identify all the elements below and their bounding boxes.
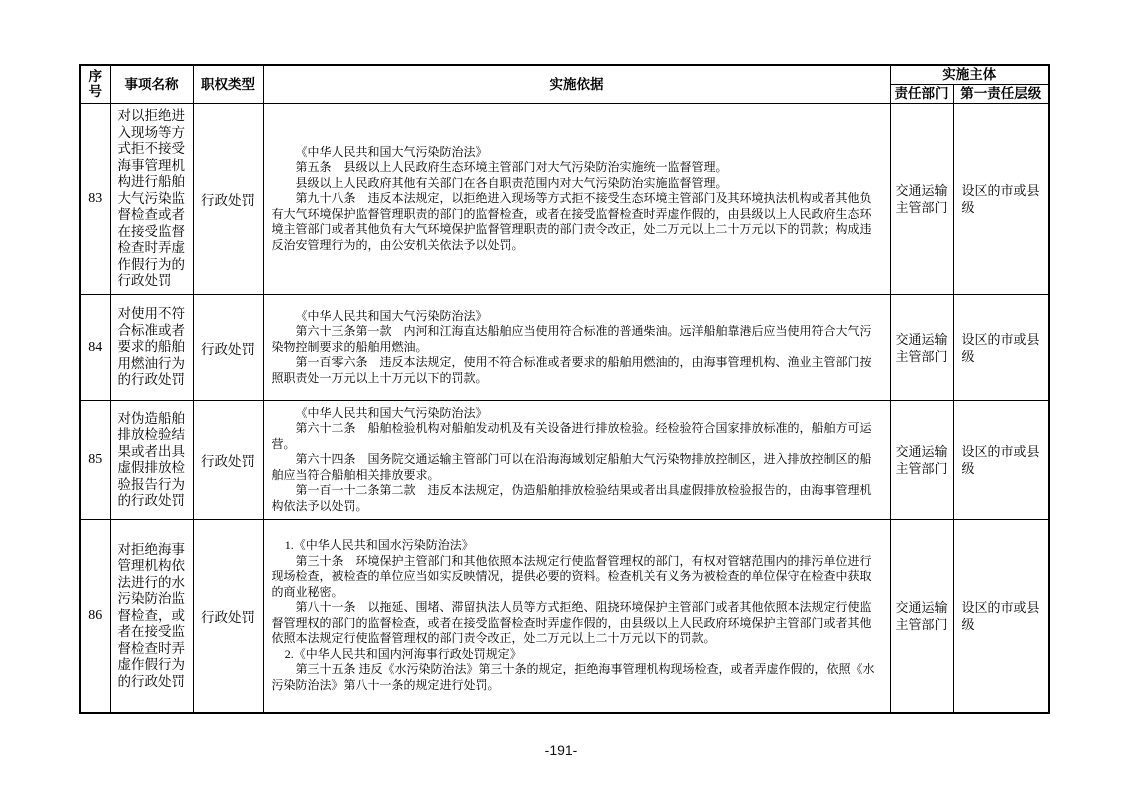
basis-paragraph: 1.《中华人民共和国水污染防治法》 — [284, 538, 474, 553]
cell-authority-type: 行政处罚 — [193, 295, 263, 401]
header-department: 责任部门 — [890, 85, 953, 104]
basis-paragraph: 2.《中华人民共和国内河海事行政处罚规定》 — [284, 646, 522, 661]
header-first-level: 第一责任层级 — [953, 85, 1049, 104]
cell-first-level: 设区的市或县级 — [953, 520, 1049, 713]
cell-basis — [263, 104, 890, 295]
page-number: -191- — [544, 742, 578, 758]
basis-paragraph: 《中华人民共和国大气污染防治法》 — [295, 405, 488, 420]
cell-item-name: 对拒绝海事管理机构依法进行的水污染防治监督检查，或者在接受监督检查时弄虚作假行为的行政处罚 — [110, 520, 193, 713]
cell-serial: 86 — [80, 520, 110, 713]
table-row — [80, 104, 1049, 295]
cell-first-level: 设区的市或县级 — [953, 104, 1049, 295]
cell-item-name: 对伪造船舶排放检验结果或者出具虚假排放检验报告行为的行政处罚 — [110, 401, 193, 520]
basis-paragraph: 第五条 县级以上人民政府生态环境主管部门对大气污染防治实施统一监督管理。 — [295, 160, 728, 175]
basis-paragraph: 第六十二条 船舶检验机构对船舶发动机及有关设备进行排放检验。经检验符合国家排放标准的，船舶方可运营。 — [271, 421, 872, 451]
cell-department: 交通运输主管部门 — [890, 104, 953, 295]
basis-paragraph: 第九十八条 违反本法规定，以拒绝进入现场等方式拒不接受生态环境主管部门及其环境执法机构或者其他负有大气环境保护监督管理职责的部门的监督检查，或者在接受监督检查时弄虚作假的，由县级以上人民政府生态环境主管部门或者其他负有大气环境保护监督管理职责的部门责令改正，处二万元以上二十万元以下的罚款；构成违反治安管理行为的，由公安机关依法予以处罚。 — [271, 191, 872, 252]
basis-paragraph: 第六十四条 国务院交通运输主管部门可以在沿海海域划定船舶大气污染物排放控制区，进入排放控制区的船舶应当符合船舶相关排放要求。 — [271, 452, 872, 482]
basis-paragraph: 县级以上人民政府其他有关部门在各自职责范围内对大气污染防治实施监督管理。 — [295, 175, 728, 190]
cell-basis — [263, 295, 890, 401]
authority-items-table — [79, 64, 1050, 714]
header-subject: 实施主体 — [890, 65, 1049, 85]
header-item-name: 事项名称 — [110, 65, 193, 104]
cell-basis — [263, 401, 890, 520]
cell-department: 交通运输主管部门 — [890, 401, 953, 520]
table-wrapper — [79, 64, 1050, 714]
cell-authority-type: 行政处罚 — [193, 520, 263, 713]
header-serial — [80, 65, 110, 104]
cell-department: 交通运输主管部门 — [890, 520, 953, 713]
header-authority-type: 职权类型 — [193, 65, 263, 104]
cell-serial: 84 — [80, 295, 110, 401]
cell-item-name: 对以拒绝进入现场等方式拒不接受海事管理机构进行船舶大气污染监督检查或者在接受监督检查时弄虚作假行为的行政处罚 — [110, 104, 193, 295]
basis-paragraph: 第一百一十二条第二款 违反本法规定，伪造船舶排放检验结果或者出具虚假排放检验报告的，由海事管理机构依法予以处罚。 — [271, 483, 872, 513]
cell-department: 交通运输主管部门 — [890, 295, 953, 401]
basis-paragraph: 第一百零六条 违反本法规定，使用不符合标准或者要求的船舶用燃油的，由海事管理机构、渔业主管部门按照职责处一万元以上十万元以下的罚款。 — [271, 355, 872, 385]
table-row — [80, 401, 1049, 520]
basis-paragraph: 《中华人民共和国大气污染防治法》 — [295, 144, 488, 159]
cell-authority-type: 行政处罚 — [193, 401, 263, 520]
cell-serial: 85 — [80, 401, 110, 520]
cell-item-name: 对使用不符合标准或者要求的船舶用燃油行为的行政处罚 — [110, 295, 193, 401]
table-row — [80, 520, 1049, 713]
basis-paragraph: 《中华人民共和国大气污染防治法》 — [295, 308, 488, 323]
cell-basis — [263, 520, 890, 713]
cell-first-level: 设区的市或县级 — [953, 295, 1049, 401]
header-basis: 实施依据 — [263, 65, 890, 104]
cell-serial: 83 — [80, 104, 110, 295]
cell-first-level: 设区的市或县级 — [953, 401, 1049, 520]
basis-paragraph: 第六十三条第一款 内河和江海直达船舶应当使用符合标准的普通柴油。远洋船舶靠港后应当使用符合大气污染物控制要求的船舶用燃油。 — [271, 324, 872, 354]
table-row — [80, 295, 1049, 401]
cell-authority-type: 行政处罚 — [193, 104, 263, 295]
header-serial-label: 序号 — [88, 69, 102, 99]
basis-paragraph: 第三十条 环境保护主管部门和其他依照本法规定行使监督管理权的部门，有权对管辖范围内的排污单位进行现场检查，被检查的单位应当如实反映情况，提供必要的资料。检查机关有义务为被检查的单位保守在检查中获取的商业秘密。 — [271, 553, 872, 599]
basis-paragraph: 第八十一条 以拖延、围堵、滞留执法人员等方式拒绝、阻挠环境保护主管部门或者其他依照本法规定行使监督管理权的部门的监督检查，或者在接受监督检查时弄虚作假的，由县级以上人民政府环境保护主管部门或者其他依照本法规定行使监督管理权的部门责令改正，处二万元以上二十万元以下的罚款。 — [271, 600, 872, 646]
basis-paragraph: 第三十五条 违反《水污染防治法》第三十条的规定，拒绝海事管理机构现场检查，或者弄虚作假的，依照《水污染防治法》第八十一条的规定进行处罚。 — [271, 662, 875, 692]
